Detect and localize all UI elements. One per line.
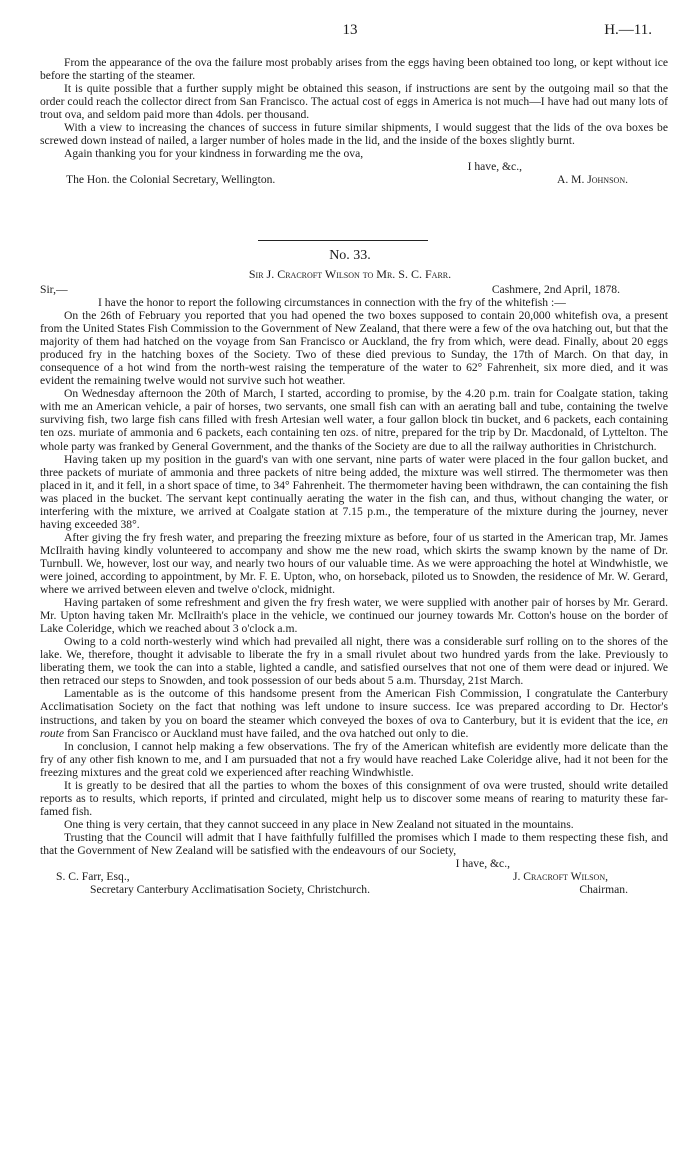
paragraph: I have the honor to report the following circumstances in connection with the fry of the whitefish :— [98, 296, 566, 309]
paragraph: Having taken up my position in the guard's van with one servant, nine parts of water were placed in the four gallon bucket, and three packets of muriate of ammonia and three packets of nitre being added, the mixture was well stirred. The thermometer was then placed in it, and it fell, in a short space of time, to 34° Fahrenheit. The thermometer having been withdrawn, the can containing the fish was placed in the bucket. The servant kept continually aerating the water in the fish can, and thus, without changing the water, or interfering with the mixture, we arrived at Coalgate station at 7.15 p.m., the temperature of the mixture during the journey, never having exceeded 38°. [40, 452, 668, 531]
paragraph: Again thanking you for your kindness in forwarding me the ova, [64, 147, 364, 161]
signatory-title: Chairman. [579, 883, 628, 897]
signatory: A. M. Johnson. [556, 173, 628, 187]
paragraph: From the appearance of the ova the failure most probably arises from the eggs having been obtained too long, or kept without ice before the starting of the steamer. [40, 56, 668, 83]
closing: I have, &c., [455, 857, 510, 871]
section-divider [258, 240, 428, 241]
paragraph: After giving the fry fresh water, and preparing the freezing mixture as before, four of us started in the American trap, Mr. James McIlraith having kindly volunteered to accompany and show me the new road, which skirts the swamp known by the name of Dr. Turnbull. We, however, lost our way, and nearly two hours of our valuable time. As we were approaching the hotel at Windwhistle, we were joined, according to appointment, by Mr. F. E. Upton, who, on horseback, piloted us to Snowden, the residence of Mr. W. Gerard, where we arrived between eleven and twelve o'clock, midnight. [40, 530, 668, 597]
salutation-row [40, 283, 668, 296]
signature-row [40, 870, 668, 883]
letter-number: No. 33. [329, 248, 371, 263]
paragraph: On Wednesday afternoon the 20th of March, I started, according to promise, by the 4.20 p.m. train for Coalgate station, taking with me an American vehicle, a pair of horses, two servants, one small fish can with an aerating ball and tube, containing the twelve surviving fish, two large fish cans filled with fresh Artesian well water, a four gallon block tin bucket, and 6 packets, each containing ten ozs. muriate of ammonia and 6 packets, each containing ten ozs. of nitre, prepared for the trip by Dr. Macdonald, of Lyttelton. The whole party was franked by General Government, and the thanks of the Society are due to all the railway authorities in Christchurch. [40, 387, 668, 453]
paragraph: Having partaken of some refreshment and given the fry fresh water, we were supplied with another pair of horses by Mr. Gerard. Mr. Upton having taken Mr. McIlraith's place in the vehicle, we continued our journey towards Mr. Cotton's house on the border of Lake Coleridge, which we reached about 3 o'clock a.m. [40, 596, 668, 636]
text: Lamentable as is the outcome of this handsome present from the American Fish Commission, I congratulate the Canterbury Acclimatisation Society on the fact that nothing was left undone to insure success. Ice was prepared according to Dr. Hector's instructions, and taken by you on board the steamer which conveyed the boxes of ova to Canterbury, but it is evident that the ice, [40, 687, 668, 727]
signatory-name: J. Cracroft Wilson, [512, 870, 608, 884]
letter-from-to: Sir J. Cracroft Wilson to Mr. S. C. Farr. [248, 267, 452, 281]
paragraph: It is quite possible that a further supply might be obtained this season, if instructions are sent by the outgoing mail so that the order could reach the collector direct from San Francisco. The actual cost of eggs in America is not much—I have had out many lots of trout ova, and seldom paid more than 4dols. per thousand. [40, 82, 668, 122]
paragraph: It is greatly to be desired that all the parties to whom the boxes of this consignment of ova were trusted, should write detailed reports as to results, which reports, if printed and circulated, might help us to discover some means of rearing to maturity these far-famed fish. [40, 778, 668, 818]
paragraph: One thing is very certain, that they cannot succeed in any place in New Zealand not situated in the mountains. [64, 817, 574, 831]
paragraph: In conclusion, I cannot help making a few observations. The fry of the American whitefish are evidently more delicate than the fry of any other fish known to me, and I am pursuaded that not a fry would have reached Lake Coleridge alive, had it not been for the freezing mixtures and the great cold we experienced after reaching Windwhistle. [40, 739, 668, 779]
letter-33 [40, 283, 668, 896]
paragraph: Owing to a cold north-westerly wind which had prevailed all night, there was a considerable surf rolling on to the shores of the lake. We, therefore, thought it advisable to liberate the fry in a small rivulet about two hundred yards from the lake. Previously to liberating them, we took the can into a stable, lighted a candle, and satisfied ourselves that not one of them were dead or injured. We then retraced our steps to Snowden, and took possession of our beds about 5 a.m. Thursday, 21st March. [40, 635, 668, 688]
addressee-title: Secretary Canterbury Acclimatisation Society, Christchurch. [90, 883, 370, 897]
text: from San Francisco or Auckland must have failed, and the ova hatched out only to die. [66, 726, 469, 740]
closing-row [40, 160, 668, 173]
signature-row [40, 173, 668, 186]
addressee: The Hon. the Colonial Secretary, Wellington. [66, 173, 276, 187]
closing-row [40, 857, 668, 870]
paragraph: Trusting that the Council will admit that I have faithfully fulfilled the promises which I made to them respecting these fish, and that the Government of New Zealand will be satisfied with the endeavours of our Society, [40, 830, 668, 857]
place-date: Cashmere, 2nd April, 1878. [491, 283, 620, 296]
closing: I have, &c., [467, 160, 522, 174]
title-row [40, 883, 668, 896]
addressee-name: S. C. Farr, Esq., [56, 870, 130, 884]
page-number: 13 [342, 22, 358, 38]
paragraph: With a view to increasing the chances of success in future similar shipments, I would suggest that the lids of the ova boxes be screwed down instead of nailed, a larger number of holes made in the lid, and the inside of the boxes slightly burnt. [40, 121, 668, 148]
italic-phrase: en route [40, 713, 668, 740]
salutation: Sir,— [40, 283, 68, 296]
paragraph: On the 26th of February you reported that you had opened the two boxes supposed to contain 20,000 whitefish ova, a present from the United States Fish Commission to the Government of New Zealand, that there were a few of the ova hatching out, but that the majority of them had hatched on the voyage from San Francisco or Auckland, the fry from which, were dead. Finally, about 20 eggs produced fry in the hatching boxes of the Society. Two of these died previous to Sunday, the 17th of March. On that day, in consequence of a hot wind from the north-west raising the temperature of the water to 62° Fahrenheit, six more died, and it was evident the remaining twelve would not survive such hot weather. [40, 309, 668, 388]
series-code: H.—11. [604, 22, 652, 38]
paragraph-lamentable [40, 687, 668, 739]
letter-1-continued [40, 56, 668, 186]
